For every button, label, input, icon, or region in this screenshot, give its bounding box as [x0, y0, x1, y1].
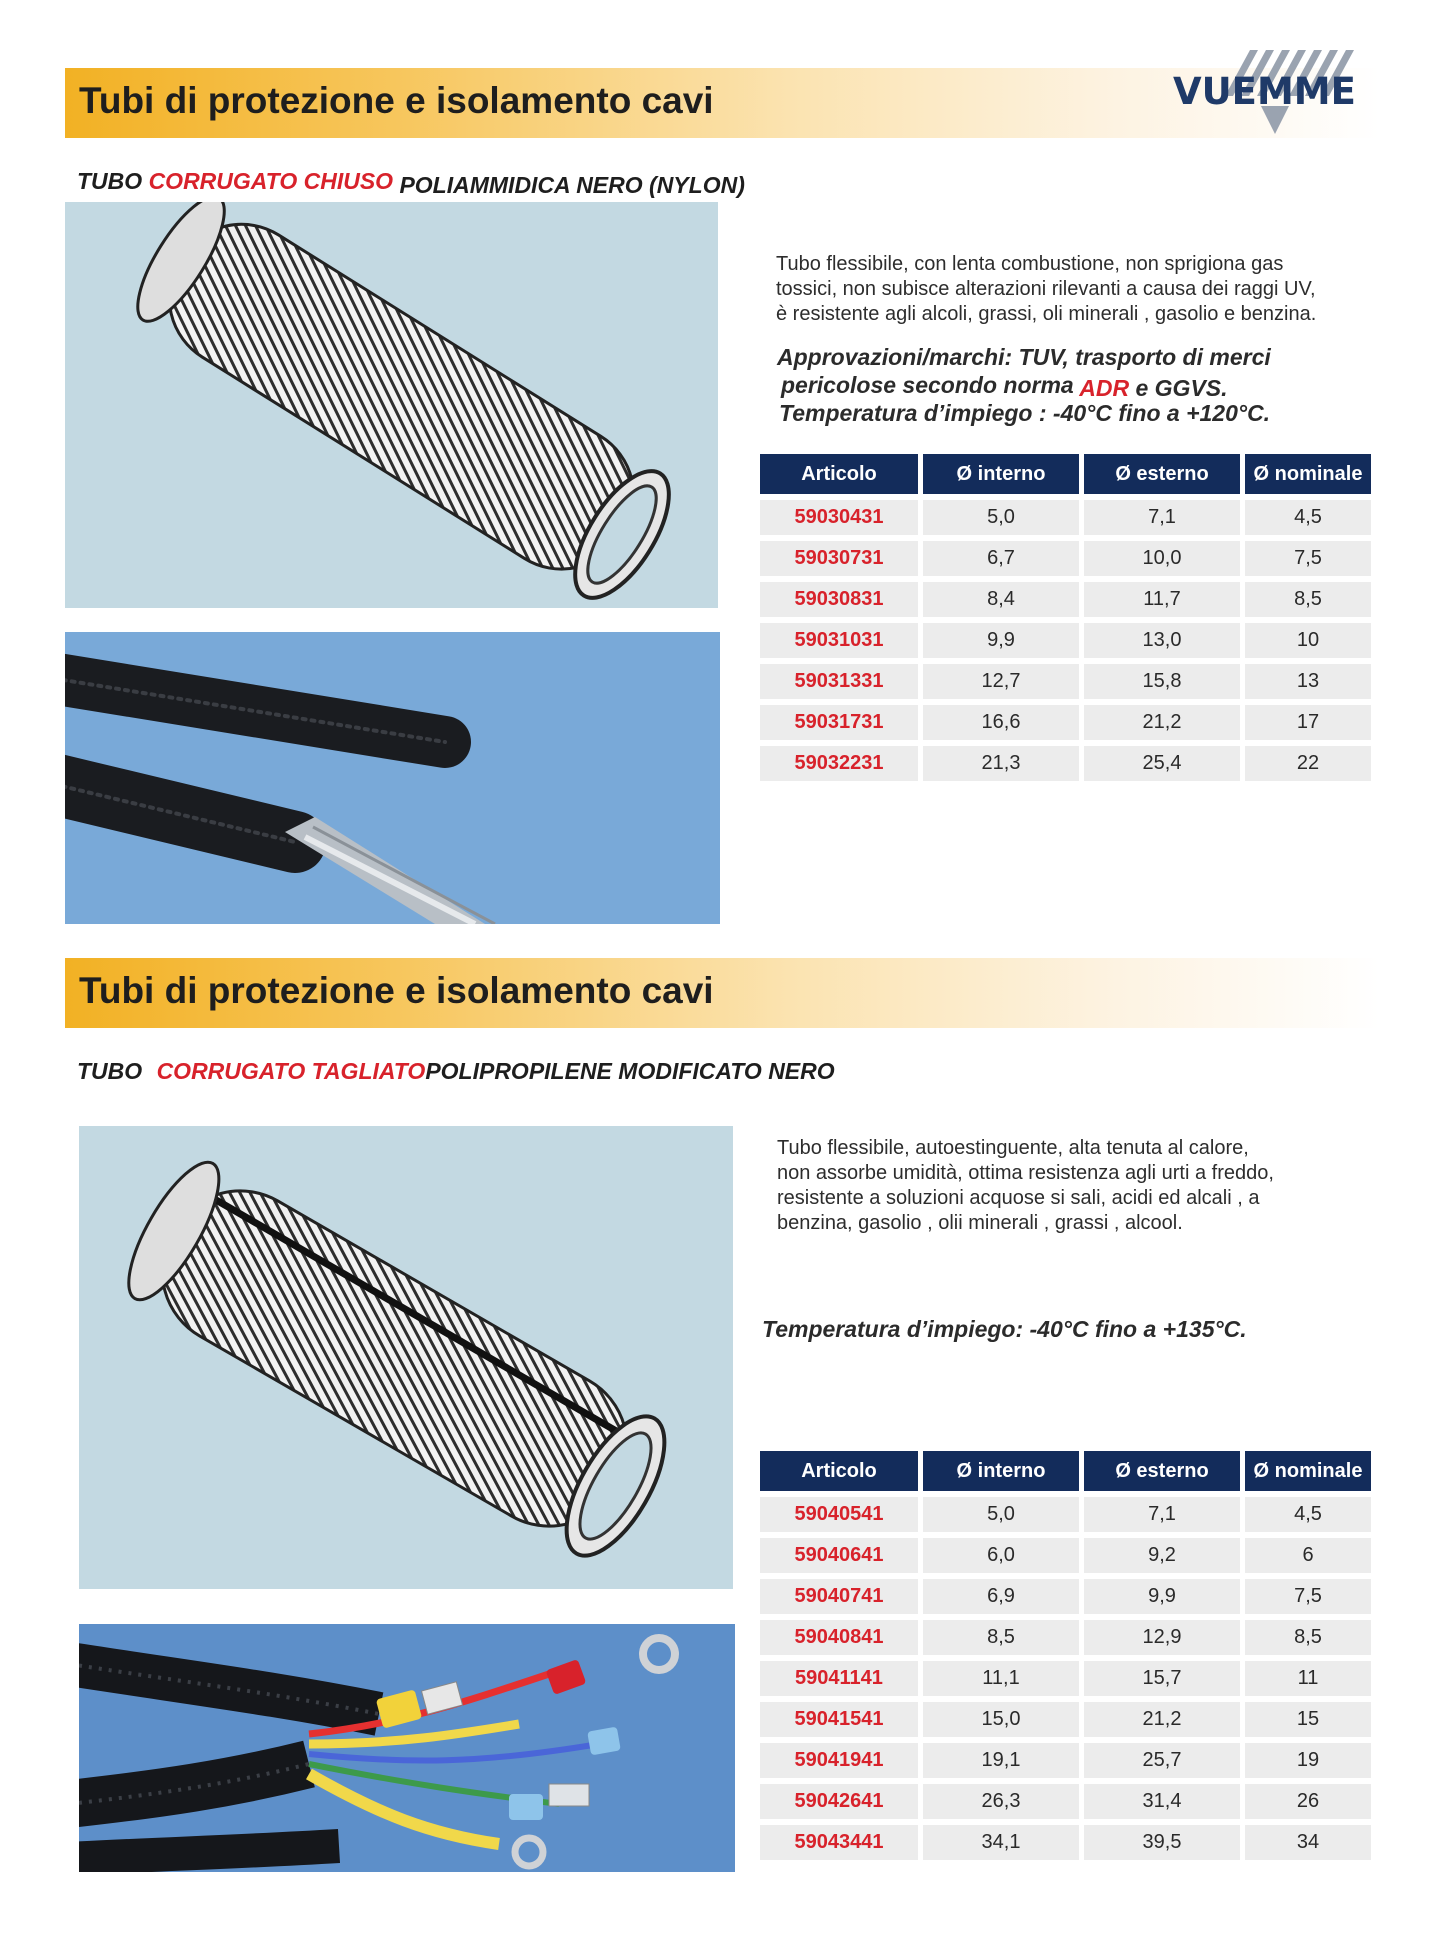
- header-articolo: Articolo: [760, 1451, 918, 1491]
- table-row: [760, 1620, 1371, 1655]
- subtitle-prefix: TUBO: [77, 168, 143, 194]
- logo-wordmark: VUEMME: [1173, 70, 1356, 113]
- inner-diameter-cell: 8,5: [923, 1620, 1079, 1655]
- approvals-line2-text: pericolose secondo norma: [781, 372, 1074, 398]
- article-code-cell: 59042641: [760, 1784, 918, 1819]
- table-row: [760, 664, 1371, 699]
- article-code-cell: 59040541: [760, 1497, 918, 1532]
- nominal-diameter-cell: 19: [1245, 1743, 1371, 1778]
- description-line: Tubo flessibile, con lenta combustione, non sprigiona gas: [776, 253, 1284, 275]
- article-code-cell: 59041941: [760, 1743, 918, 1778]
- description-line: resistente a soluzioni acquose si sali, acidi ed alcali , a: [777, 1187, 1260, 1209]
- article-code-cell: 59041541: [760, 1702, 918, 1737]
- outer-diameter-cell: 9,2: [1084, 1538, 1240, 1573]
- nominal-diameter-cell: 8,5: [1245, 582, 1371, 617]
- wires-connectors-photo-icon: [79, 1624, 735, 1872]
- inner-diameter-cell: 9,9: [923, 623, 1079, 658]
- subtitle-suffix: POLIAMMIDICA NERO (NYLON): [399, 172, 745, 198]
- section2-subtitle: [77, 1058, 835, 1085]
- vuemme-logo: [1165, 48, 1380, 138]
- approvals-line2: [777, 371, 1271, 399]
- outer-diameter-cell: 15,8: [1084, 664, 1240, 699]
- table-row: [760, 1825, 1371, 1860]
- outer-diameter-cell: 25,4: [1084, 746, 1240, 781]
- table-row: [760, 500, 1371, 535]
- approvals-adr: ADR: [1079, 375, 1130, 401]
- description-line: è resistente agli alcoli, grassi, oli minerali , gasolio e benzina.: [776, 303, 1317, 325]
- outer-diameter-cell: 31,4: [1084, 1784, 1240, 1819]
- inner-diameter-cell: 21,3: [923, 746, 1079, 781]
- section2-banner: [65, 958, 1380, 1028]
- table-row: [760, 1579, 1371, 1614]
- outer-diameter-cell: 21,2: [1084, 705, 1240, 740]
- section1-approvals: [777, 343, 1271, 427]
- outer-diameter-cell: 9,9: [1084, 1579, 1240, 1614]
- split-tube-photo: [79, 1624, 735, 1872]
- outer-diameter-cell: 7,1: [1084, 1497, 1240, 1532]
- table-row: [760, 582, 1371, 617]
- section1-description: [776, 252, 1316, 327]
- closed-tube-photo: [65, 632, 720, 924]
- article-code-cell: 59043441: [760, 1825, 918, 1860]
- nominal-diameter-cell: 4,5: [1245, 1497, 1371, 1532]
- article-code-cell: 59031731: [760, 705, 918, 740]
- outer-diameter-cell: 10,0: [1084, 541, 1240, 576]
- nominal-diameter-cell: 7,5: [1245, 1579, 1371, 1614]
- table-row: [760, 746, 1371, 781]
- article-code-cell: 59032231: [760, 746, 918, 781]
- corrugated-tube-icon: [65, 202, 718, 608]
- nominal-diameter-cell: 22: [1245, 746, 1371, 781]
- article-code-cell: 59030431: [760, 500, 918, 535]
- subtitle-prefix: TUBO: [77, 1058, 143, 1084]
- inner-diameter-cell: 15,0: [923, 1702, 1079, 1737]
- article-code-cell: 59030831: [760, 582, 918, 617]
- approvals-line2-end: e GGVS.: [1135, 375, 1228, 401]
- black-tube-photo-icon: [65, 632, 720, 924]
- table-row: [760, 1784, 1371, 1819]
- table-row: [760, 623, 1371, 658]
- inner-diameter-cell: 5,0: [923, 500, 1079, 535]
- outer-diameter-cell: 15,7: [1084, 1661, 1240, 1696]
- article-code-cell: 59031331: [760, 664, 918, 699]
- nominal-diameter-cell: 10: [1245, 623, 1371, 658]
- article-code-cell: 59040741: [760, 1579, 918, 1614]
- table-row: [760, 1743, 1371, 1778]
- subtitle-highlight: CORRUGATO CHIUSO: [148, 168, 394, 194]
- header-diametro-interno: Ø interno: [923, 454, 1079, 494]
- table-header-row: [760, 454, 1371, 494]
- nominal-diameter-cell: 17: [1245, 705, 1371, 740]
- header-diametro-esterno: Ø esterno: [1084, 454, 1240, 494]
- table-header-row: [760, 1451, 1371, 1491]
- table-row: [760, 1702, 1371, 1737]
- subtitle-highlight: CORRUGATO TAGLIATO: [156, 1058, 426, 1084]
- closed-tube-illustration: [65, 202, 718, 608]
- approvals-line3: Temperatura d’impiego : -40°C fino a +120°C.: [779, 400, 1271, 426]
- article-code-cell: 59030731: [760, 541, 918, 576]
- article-code-cell: 59041141: [760, 1661, 918, 1696]
- description-line: non assorbe umidità, ottima resistenza agli urti a freddo,: [777, 1162, 1274, 1184]
- table-row: [760, 1497, 1371, 1532]
- inner-diameter-cell: 26,3: [923, 1784, 1079, 1819]
- outer-diameter-cell: 39,5: [1084, 1825, 1240, 1860]
- nominal-diameter-cell: 15: [1245, 1702, 1371, 1737]
- article-code-cell: 59040641: [760, 1538, 918, 1573]
- description-line: benzina, gasolio , olii minerali , grassi , alcool.: [777, 1212, 1183, 1234]
- inner-diameter-cell: 5,0: [923, 1497, 1079, 1532]
- table-row: [760, 1538, 1371, 1573]
- section1-table: [755, 448, 1376, 787]
- approvals-line1: Approvazioni/marchi: TUV, trasporto di merci: [777, 344, 1271, 370]
- nominal-diameter-cell: 8,5: [1245, 1620, 1371, 1655]
- article-code-cell: 59040841: [760, 1620, 918, 1655]
- inner-diameter-cell: 6,0: [923, 1538, 1079, 1573]
- header-diametro-interno: Ø interno: [923, 1451, 1079, 1491]
- split-tube-illustration: [79, 1126, 733, 1589]
- section1-title: Tubi di protezione e isolamento cavi: [79, 80, 714, 121]
- section2-table: [755, 1445, 1376, 1866]
- inner-diameter-cell: 11,1: [923, 1661, 1079, 1696]
- inner-diameter-cell: 8,4: [923, 582, 1079, 617]
- outer-diameter-cell: 25,7: [1084, 1743, 1240, 1778]
- article-code-cell: 59031031: [760, 623, 918, 658]
- table-row: [760, 541, 1371, 576]
- header-diametro-nominale: Ø nominale: [1245, 1451, 1371, 1491]
- header-articolo: Articolo: [760, 454, 918, 494]
- nominal-diameter-cell: 4,5: [1245, 500, 1371, 535]
- inner-diameter-cell: 12,7: [923, 664, 1079, 699]
- nominal-diameter-cell: 13: [1245, 664, 1371, 699]
- inner-diameter-cell: 19,1: [923, 1743, 1079, 1778]
- inner-diameter-cell: 16,6: [923, 705, 1079, 740]
- split-corrugated-tube-icon: [79, 1126, 733, 1589]
- section2-title: Tubi di protezione e isolamento cavi: [79, 970, 714, 1011]
- nominal-diameter-cell: 6: [1245, 1538, 1371, 1573]
- table-row: [760, 1661, 1371, 1696]
- outer-diameter-cell: 11,7: [1084, 582, 1240, 617]
- section2-temperature: Temperatura d’impiego: -40°C fino a +135°C.: [762, 1316, 1247, 1342]
- inner-diameter-cell: 6,7: [923, 541, 1079, 576]
- section1-subtitle: [77, 168, 745, 198]
- header-diametro-nominale: Ø nominale: [1245, 454, 1371, 494]
- description-line: tossici, non subisce alterazioni rilevanti a causa dei raggi UV,: [776, 278, 1316, 300]
- subtitle-suffix: POLIPROPILENE MODIFICATO NERO: [425, 1058, 835, 1084]
- nominal-diameter-cell: 34: [1245, 1825, 1371, 1860]
- header-diametro-esterno: Ø esterno: [1084, 1451, 1240, 1491]
- inner-diameter-cell: 34,1: [923, 1825, 1079, 1860]
- table-row: [760, 705, 1371, 740]
- nominal-diameter-cell: 11: [1245, 1661, 1371, 1696]
- section2-description: [777, 1136, 1274, 1236]
- outer-diameter-cell: 7,1: [1084, 500, 1240, 535]
- outer-diameter-cell: 21,2: [1084, 1702, 1240, 1737]
- inner-diameter-cell: 6,9: [923, 1579, 1079, 1614]
- outer-diameter-cell: 12,9: [1084, 1620, 1240, 1655]
- outer-diameter-cell: 13,0: [1084, 623, 1240, 658]
- description-line: Tubo flessibile, autoestinguente, alta tenuta al calore,: [777, 1137, 1249, 1159]
- nominal-diameter-cell: 26: [1245, 1784, 1371, 1819]
- nominal-diameter-cell: 7,5: [1245, 541, 1371, 576]
